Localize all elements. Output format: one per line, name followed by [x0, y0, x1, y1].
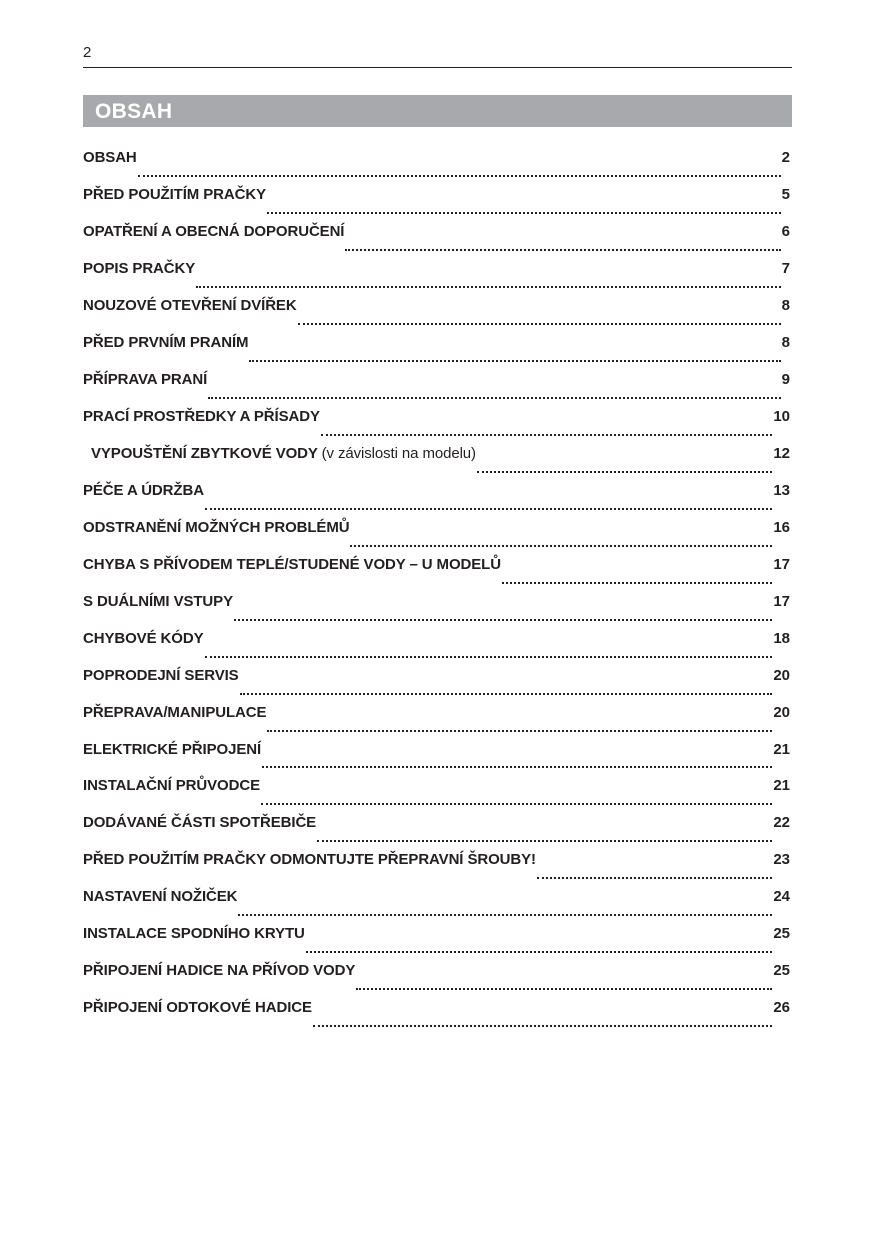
dot-leader — [238, 914, 772, 916]
toc-entry-label: INSTALAČNÍ PRŮVODCE — [83, 777, 260, 795]
dot-leader — [196, 286, 780, 288]
toc-entry-page: 17 — [773, 592, 790, 610]
header-rule — [83, 67, 792, 68]
dot-leader — [317, 840, 772, 842]
toc-entry-label: OBSAH — [83, 149, 137, 166]
toc-entry-page: 6 — [781, 222, 790, 240]
dot-leader — [138, 175, 781, 177]
toc-entry-label: S DUÁLNÍMI VSTUPY — [83, 592, 233, 610]
toc-entry-label: PŘED PRVNÍM PRANÍM — [83, 333, 249, 351]
section-title: OBSAH — [83, 95, 792, 127]
dot-leader — [208, 397, 780, 399]
dot-leader — [249, 360, 780, 362]
toc-entry-page: 12 — [773, 444, 790, 462]
toc-entry-label: CHYBOVÉ KÓDY — [83, 629, 204, 647]
toc-entry-label: PŘED POUŽITÍM PRAČKY — [83, 185, 267, 203]
toc-entry-page: 7 — [781, 259, 790, 277]
toc-entry[interactable] — [83, 369, 790, 406]
toc-entry[interactable] — [83, 258, 790, 295]
dot-leader — [267, 212, 781, 214]
toc-entry-page: 8 — [781, 296, 790, 314]
dot-leader — [345, 249, 780, 251]
toc-entry-label: POPRODEJNÍ SERVIS — [83, 666, 239, 684]
toc-entry[interactable] — [83, 886, 790, 923]
dot-leader — [267, 730, 772, 732]
toc-entry-label: CHYBA S PŘÍVODEM TEPLÉ/STUDENÉ VODY – U MODELŮ — [83, 555, 501, 573]
toc-entry-page: 21 — [773, 777, 790, 795]
toc-entry-page: 10 — [773, 407, 790, 425]
toc-entry[interactable] — [83, 480, 790, 517]
dot-leader — [537, 877, 772, 879]
toc-entry-label: NASTAVENÍ NOŽIČEK — [83, 888, 238, 906]
toc-entry[interactable] — [83, 702, 790, 739]
toc-entry-page: 24 — [773, 888, 790, 906]
dot-leader — [313, 1025, 772, 1027]
toc-entry-page: 20 — [773, 666, 790, 684]
toc-entry-label-main: VYPOUŠTĚNÍ ZBYTKOVÉ VODY — [91, 444, 318, 462]
toc-entry[interactable] — [83, 517, 790, 554]
toc-entry[interactable] — [83, 665, 790, 702]
toc-entry[interactable] — [83, 295, 790, 332]
toc-entry-page: 21 — [773, 740, 790, 758]
toc-entry[interactable] — [83, 406, 790, 443]
toc-entry[interactable] — [83, 997, 790, 1034]
toc-entry-label-note: (v závislosti na modelu) — [321, 444, 476, 462]
toc-entry-label: PŘEPRAVA/MANIPULACE — [83, 703, 267, 721]
toc-entry-page: 16 — [773, 518, 790, 536]
dot-leader — [356, 988, 772, 990]
toc-entry-label: PŘÍPRAVA PRANÍ — [83, 370, 208, 388]
toc-entry-page: 18 — [773, 629, 790, 647]
toc-entry-page: 8 — [781, 333, 790, 351]
dot-leader — [205, 656, 773, 658]
toc-entry-page: 25 — [773, 925, 790, 943]
toc-entry[interactable] — [83, 923, 790, 960]
toc-entry[interactable] — [83, 443, 790, 480]
toc-entry-label: PÉČE A ÚDRŽBA — [83, 481, 204, 499]
dot-leader — [350, 545, 772, 547]
toc-entry-label: POPIS PRAČKY — [83, 259, 196, 277]
toc-entry-label: DODÁVANÉ ČÁSTI SPOTŘEBIČE — [83, 814, 317, 832]
toc-entry-label: ELEKTRICKÉ PŘIPOJENÍ — [83, 740, 262, 758]
toc-entry-page: 23 — [773, 851, 790, 869]
toc-entry[interactable] — [83, 849, 790, 886]
toc-entry[interactable] — [83, 332, 790, 369]
toc-entry-page: 5 — [781, 185, 790, 203]
toc-entry-page: 2 — [781, 149, 790, 166]
toc-entry-label: PŘIPOJENÍ HADICE NA PŘÍVOD VODY — [83, 962, 356, 980]
dot-leader — [262, 766, 772, 768]
toc-entry-label: PŘIPOJENÍ ODTOKOVÉ HADICE — [83, 999, 312, 1017]
toc-entry-page: 17 — [773, 555, 790, 573]
dot-leader — [205, 508, 772, 510]
toc-entry-label: ODSTRANĚNÍ MOŽNÝCH PROBLÉMŮ — [83, 518, 350, 536]
dot-leader — [477, 471, 772, 473]
dot-leader — [321, 434, 772, 436]
dot-leader — [306, 951, 773, 953]
toc-entry-page: 22 — [773, 814, 790, 832]
toc-entry[interactable] — [83, 147, 790, 184]
dot-leader — [240, 693, 773, 695]
toc-entry-label: INSTALACE SPODNÍHO KRYTU — [83, 925, 305, 943]
toc-entry-label: OPATŘENÍ A OBECNÁ DOPORUČENÍ — [83, 222, 345, 240]
toc-entry-label: PRACÍ PROSTŘEDKY A PŘÍSADY — [83, 407, 320, 425]
toc-entry-label: PŘED POUŽITÍM PRAČKY ODMONTUJTE PŘEPRAVNÍ ŠROUBY! — [83, 851, 536, 869]
dot-leader — [234, 619, 772, 621]
toc-entry-label: NOUZOVÉ OTEVŘENÍ DVÍŘEK — [83, 296, 297, 314]
toc-entry[interactable] — [83, 221, 790, 258]
toc-entry-page: 25 — [773, 962, 790, 980]
toc-entry[interactable] — [83, 591, 790, 628]
toc-entry[interactable] — [83, 960, 790, 997]
toc-entry[interactable] — [83, 812, 790, 849]
dot-leader — [502, 582, 772, 584]
dot-leader — [298, 323, 781, 325]
toc-entry-page: 20 — [773, 703, 790, 721]
table-of-contents — [83, 147, 790, 1034]
toc-entry-label — [83, 443, 476, 465]
toc-entry[interactable] — [83, 628, 790, 665]
page-number: 2 — [83, 44, 92, 61]
toc-entry[interactable] — [83, 184, 790, 221]
toc-entry[interactable] — [83, 554, 790, 591]
dot-leader — [261, 803, 772, 805]
toc-entry-page: 13 — [773, 481, 790, 499]
toc-entry[interactable] — [83, 775, 790, 812]
toc-entry-page: 26 — [773, 999, 790, 1017]
toc-entry-page: 9 — [781, 370, 790, 388]
toc-entry[interactable] — [83, 739, 790, 776]
